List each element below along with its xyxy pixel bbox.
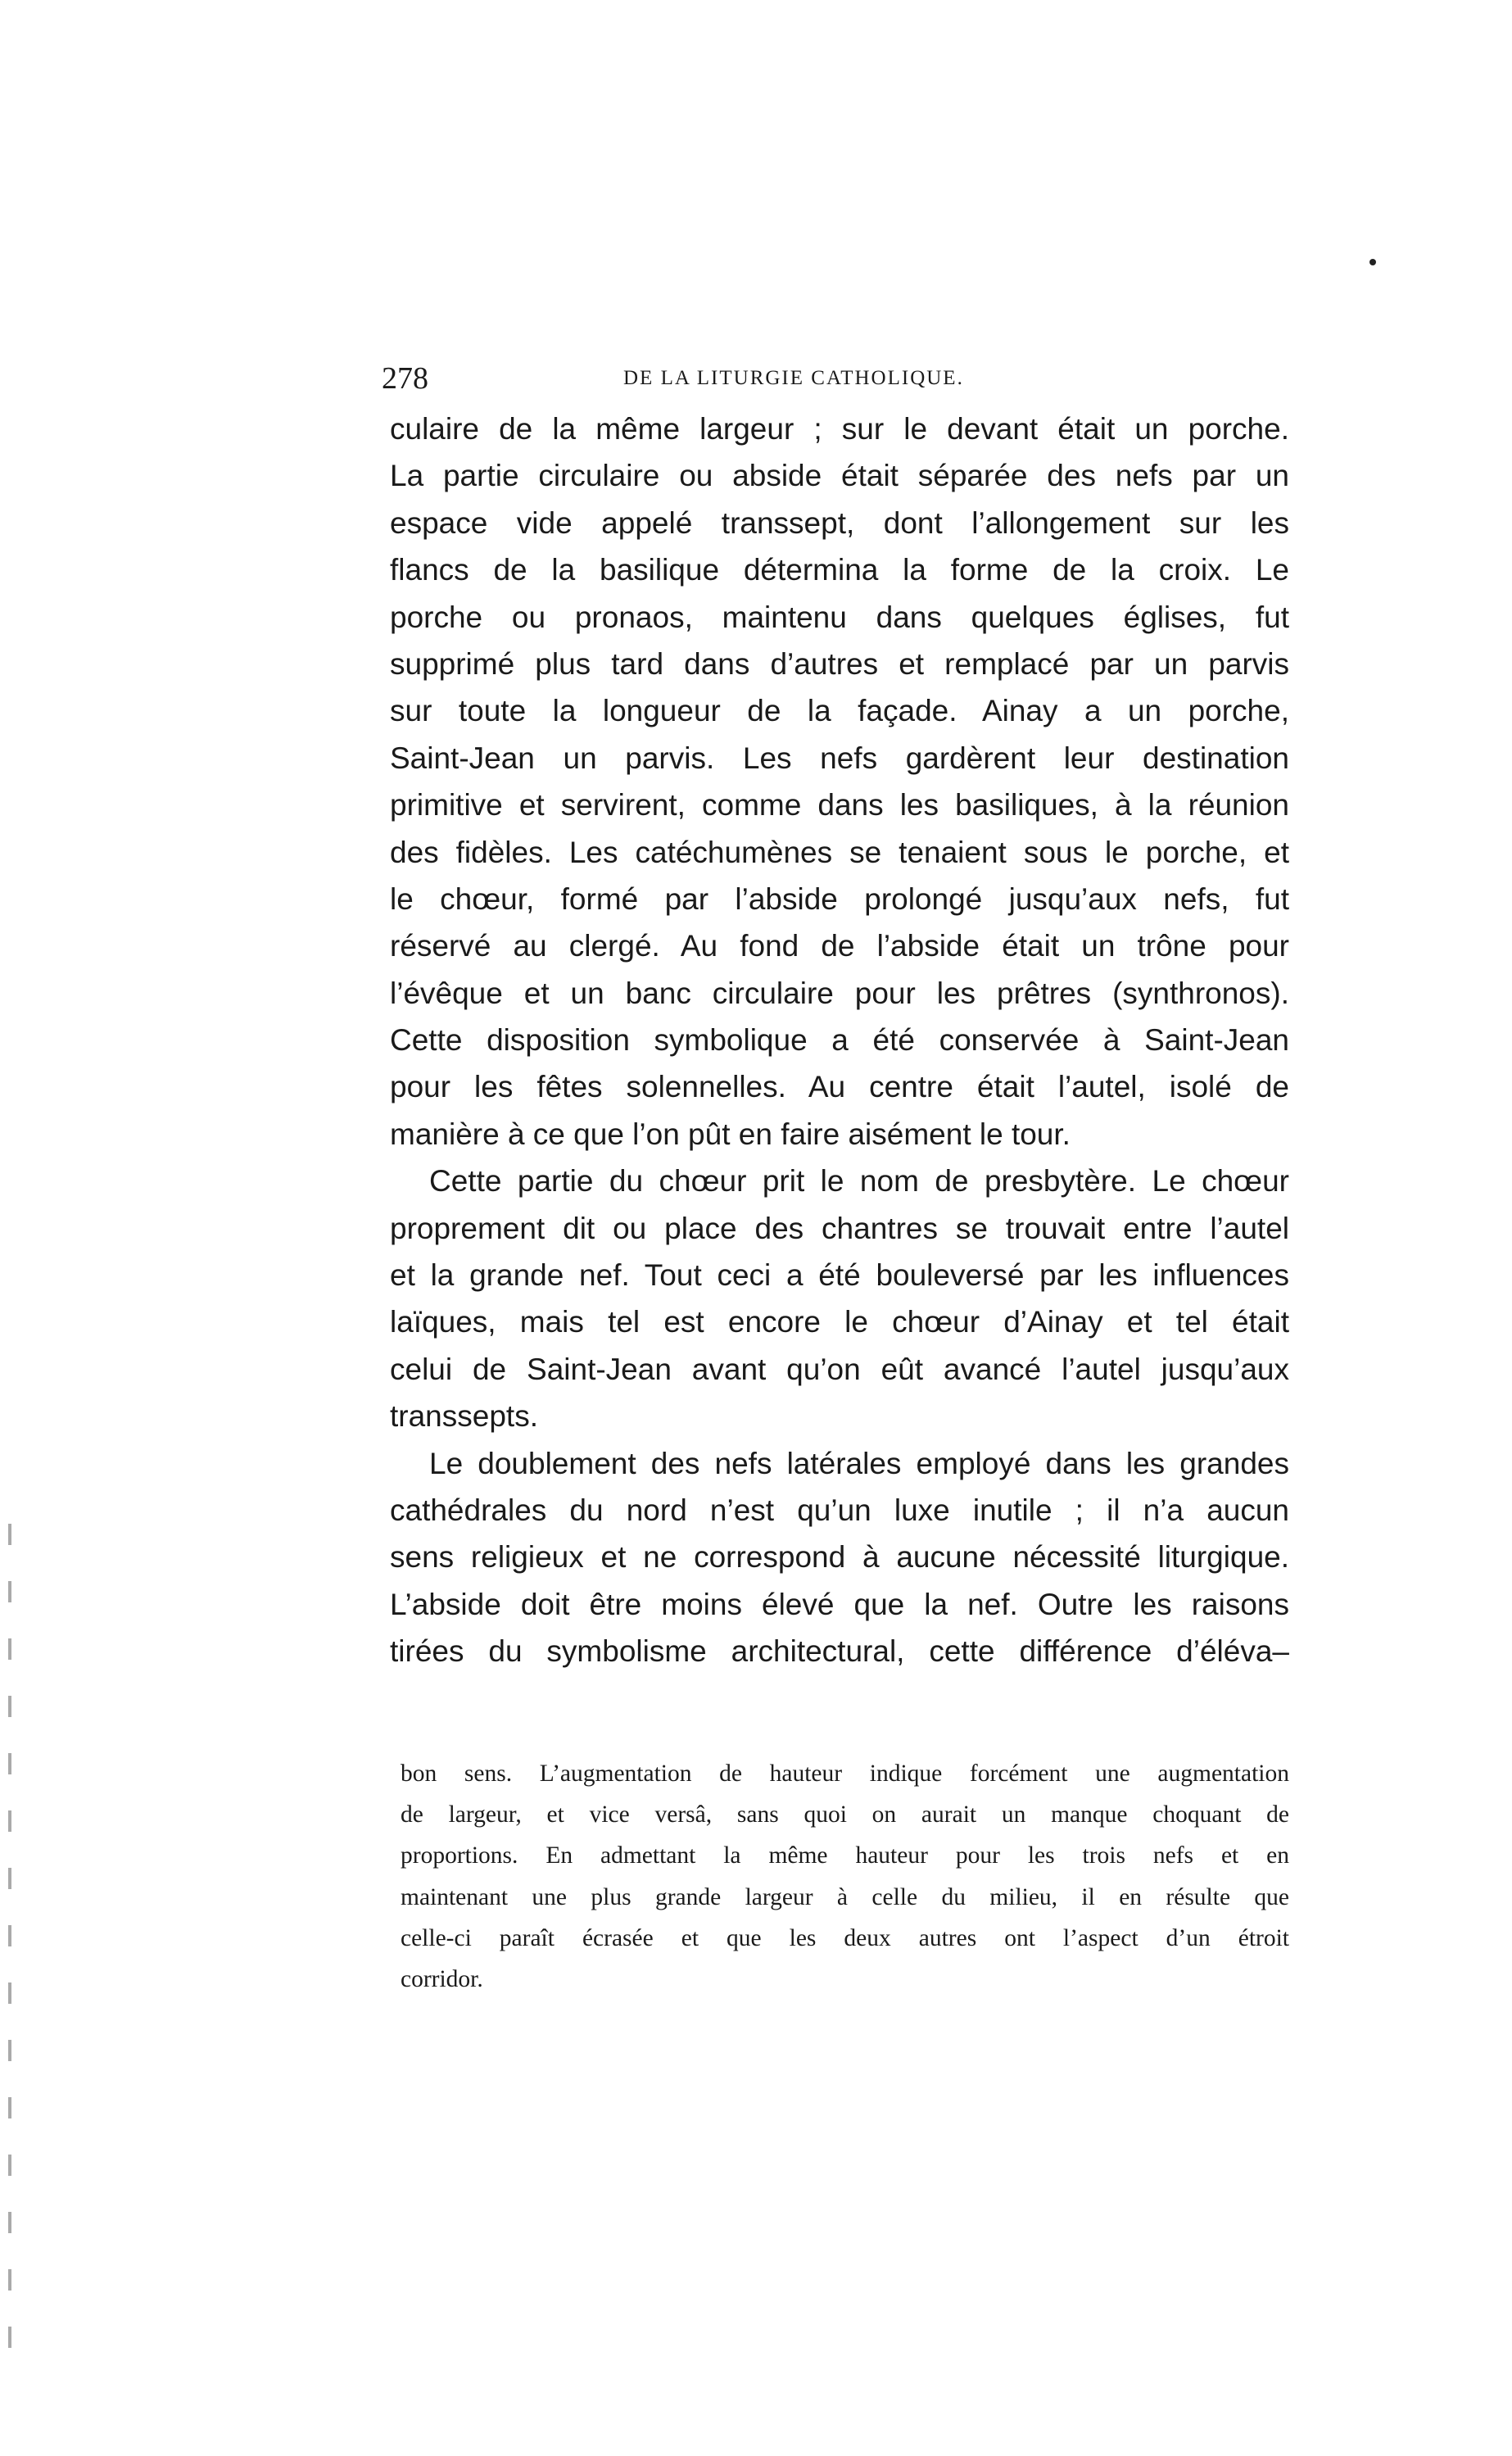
- footnote-line: maintenant une plus grande largeur à celle du milieu, il en résulte que: [401, 1883, 1289, 1910]
- text-line: Cette partie du chœur prit le nom de presbytère. Le chœur: [429, 1164, 1289, 1199]
- footnote-line: proportions. En admettant la même hauteur pour les trois nefs et en: [401, 1842, 1289, 1869]
- scan-edge-marks: [8, 1524, 11, 2384]
- text-line: Le doublement des nefs latérales employé dans les grandes: [429, 1446, 1289, 1480]
- page-header: [382, 360, 1291, 403]
- text-line: L’abside doit être moins élevé que la nef. Outre les raisons: [390, 1587, 1289, 1621]
- text-line: des fidèles. Les catéchumènes se tenaient sous le porche, et: [390, 835, 1289, 869]
- footnote-line: celle-ci paraît écrasée et que les deux autres ont l’aspect d’un étroit: [401, 1924, 1289, 1951]
- text-line: le chœur, formé par l’abside prolongé jusqu’aux nefs, fut: [390, 881, 1289, 916]
- text-line: Cette disposition symbolique a été conservée à Saint-Jean: [390, 1023, 1289, 1058]
- text-line: primitive et servirent, comme dans les basiliques, à la réunion: [390, 788, 1289, 822]
- text-line: l’évêque et un banc circulaire pour les prêtres (synthronos).: [390, 976, 1289, 1010]
- body-text: [390, 406, 1289, 1675]
- page-number: 278: [382, 361, 428, 396]
- text-line: et la grande nef. Tout ceci a été bouleversé par les influences: [390, 1258, 1289, 1293]
- text-line: porche ou pronaos, maintenu dans quelques églises, fut: [390, 600, 1289, 634]
- ink-speck: [1369, 259, 1376, 265]
- text-line: sens religieux et ne correspond à aucune nécessité liturgique.: [390, 1540, 1289, 1575]
- text-line: La partie circulaire ou abside était séparée des nefs par un: [390, 459, 1289, 493]
- text-line: sur toute la longueur de la façade. Ainay a un porche,: [390, 694, 1289, 728]
- footnote-line: bon sens. L’augmentation de hauteur indique forcément une augmentation: [401, 1760, 1289, 1787]
- footnote-line: de largeur, et vice versâ, sans quoi on aurait un manque choquant de: [401, 1801, 1289, 1828]
- text-line: pour les fêtes solennelles. Au centre était l’autel, isolé de: [390, 1070, 1289, 1104]
- text-line: tirées du symbolisme architectural, cette différence d’éléva–: [390, 1634, 1289, 1669]
- text-line: manière à ce que l’on pût en faire aisément le tour.: [390, 1117, 1071, 1151]
- text-line: réservé au clergé. Au fond de l’abside était un trône pour: [390, 929, 1289, 963]
- text-line: laïques, mais tel est encore le chœur d’Ainay et tel était: [390, 1305, 1289, 1339]
- text-line: proprement dit ou place des chantres se trouvait entre l’autel: [390, 1211, 1289, 1245]
- text-line: cathédrales du nord n’est qu’un luxe inutile ; il n’a aucun: [390, 1493, 1289, 1527]
- running-head: DE LA LITURGIE CATHOLIQUE.: [623, 367, 964, 389]
- text-line: culaire de la même largeur ; sur le devant était un porche.: [390, 412, 1289, 446]
- text-line: espace vide appelé transsept, dont l’allongement sur les: [390, 505, 1289, 540]
- footnote-line: corridor.: [401, 1965, 483, 1992]
- footnote: [401, 1753, 1289, 2000]
- text-line: supprimé plus tard dans d’autres et remplacé par un parvis: [390, 646, 1289, 681]
- text-line: transsepts.: [390, 1399, 538, 1434]
- text-line: celui de Saint-Jean avant qu’on eût avancé l’autel jusqu’aux: [390, 1352, 1289, 1386]
- text-line: flancs de la basilique détermina la forme de la croix. Le: [390, 553, 1289, 587]
- text-line: Saint-Jean un parvis. Les nefs gardèrent leur destination: [390, 741, 1289, 775]
